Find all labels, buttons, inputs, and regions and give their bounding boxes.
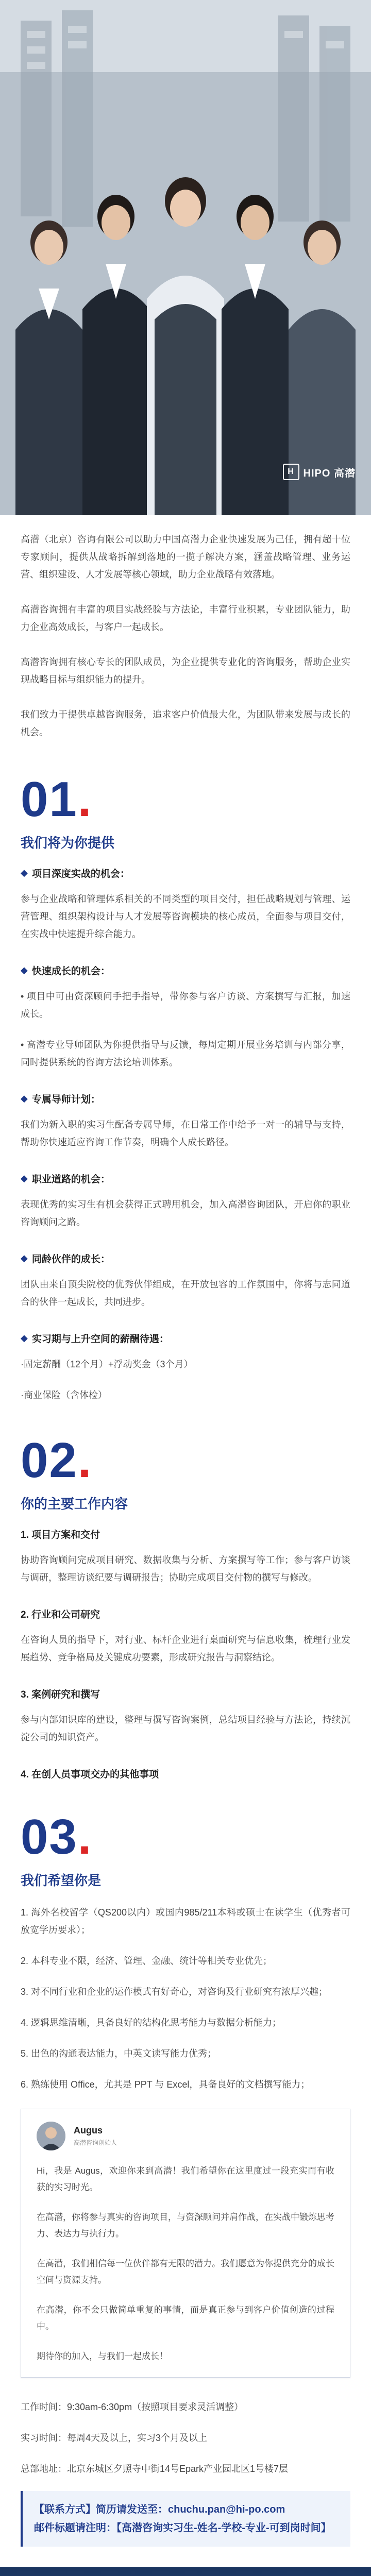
avatar <box>37 2122 65 2150</box>
founder-role: 高潜咨询创始人 <box>74 2139 117 2146</box>
hero-team-photo <box>0 0 371 515</box>
section-03-body <box>0 1889 371 2093</box>
founder-letter-paragraph: 期待你的加入，与我们一起成长！ <box>37 2351 168 2361</box>
intro-paragraph: 高潜（北京）咨询有限公司以助力中国高潜力企业快速发展为己任，拥有超十位专家顾问，提供从战略拆解到落地的一揽子解决方案，涵盖战略管理、业务运营、组织建设、人才发展等核心领域，助力企业战略有效落地。 <box>21 534 350 580</box>
responsibility-title: 4. 在创人员事项交办的其他事项 <box>21 1769 159 1780</box>
intro-paragraph: 高潜咨询拥有丰富的项目实战经验与方法论，丰富行业积累，专业团队能力，助力企业高效成长，与客户一起成长。 <box>21 604 350 632</box>
benefit-title: ◆ 快速成长的机会： <box>21 965 110 977</box>
requirement-item: 1. 海外名校留学（QS200以内）或国内985/211本科或硕士在读学生（优秀者可放宽学历要求）； <box>21 1907 350 1935</box>
responsibility-title: 3. 案例研究和撰写 <box>21 1689 100 1700</box>
responsibility-title: 2. 行业和公司研究 <box>21 1609 100 1620</box>
founder-letter-card <box>21 2109 350 2378</box>
avatar-icon <box>37 2122 65 2150</box>
benefit-title: ◆ 同龄伙伴的成长： <box>21 1253 110 1265</box>
work-time: 工作时间：9:30am-6:30pm（按照项目要求灵活调整） <box>21 2402 244 2412</box>
benefit-text: 团队由来自顶尖院校的优秀伙伴组成，在开放包容的工作氛围中，你将与志同道合的伙伴一起成长，共同进步。 <box>21 1279 350 1307</box>
responsibility-text: 参与内部知识库的建设，整理与撰写咨询案例，总结项目经验与方法论，持续沉淀公司的知识资产。 <box>21 1715 350 1742</box>
founder-letter-paragraph: Hi，我是 Augus，欢迎你来到高潜！我们希望你在这里度过一段充实而有收获的实习时光。 <box>37 2166 334 2192</box>
section-number: 02. <box>21 1433 93 1488</box>
benefit-text: 表现优秀的实习生有机会获得正式聘用机会，加入高潜咨询团队，开启你的职业咨询顾问之路。 <box>21 1199 350 1227</box>
benefit-title: ◆ 职业道路的机会： <box>21 1173 110 1185</box>
section-02-header <box>0 1425 371 1513</box>
founder-name: Augus <box>74 2125 103 2136</box>
contact-email-line[interactable]: 【联系方式】简历请发送至：chuchu.pan@hi-po.com <box>34 2504 285 2515</box>
requirement-item: 4. 逻辑思维清晰，具备良好的结构化思考能力与数据分析能力； <box>21 2018 282 2028</box>
benefit-title: ◆ 专属导师计划： <box>21 1093 100 1105</box>
diamond-icon: ◆ <box>21 965 28 975</box>
work-address: 总部地址：北京东城区夕照寺中街14号Epark产业园北区1号楼7层 <box>21 2464 289 2474</box>
section-01-body <box>0 852 371 1404</box>
responsibility-text: 协助咨询顾问完成项目研究、数据收集与分析、方案撰写等工作；参与客户访谈与调研，整理访谈纪要与调研报告；协助完成项目交付物的撰写与修改。 <box>21 1555 350 1583</box>
closing-banner <box>0 2567 371 2576</box>
section-number: 01. <box>21 772 93 827</box>
diamond-icon: ◆ <box>21 1173 28 1183</box>
compensation-line: ·固定薪酬（12个月）+浮动奖金（3个月） <box>21 1359 193 1369</box>
section-01-header <box>0 764 371 852</box>
diamond-icon: ◆ <box>21 1093 28 1104</box>
benefit-bullet: • 项目中可由资深顾问手把手指导，带你参与客户访谈、方案撰写与汇报，加速成长。 <box>21 988 350 1023</box>
founder-letter-paragraph: 在高潜，你不会只做简单重复的事情，而是真正参与到客户价值创造的过程中。 <box>37 2305 334 2331</box>
benefit-title: ◆ 项目深度实战的机会： <box>21 868 130 879</box>
work-duration: 实习时间：每周4天及以上，实习3个月及以上 <box>21 2433 208 2443</box>
intro-paragraph: 我们致力于提供卓越咨询服务，追求客户价值最大化，为团队带来发展与成长的机会。 <box>21 709 350 737</box>
section-subtitle: 我们希望你是 <box>21 1873 102 1888</box>
hipo-logo-text: HIPO 高潜 <box>303 467 356 479</box>
intro-section <box>0 515 371 764</box>
intro-paragraph: 高潜咨询拥有核心专长的团队成员，为企业提供专业化的咨询服务，帮助企业实现战略目标与组织能力的提升。 <box>21 657 350 685</box>
diamond-icon: ◆ <box>21 1333 28 1343</box>
founder-letter-paragraph: 在高潜，你将参与真实的咨询项目，与资深顾问并肩作战，在实战中锻炼思考力、表达力与执行力。 <box>37 2212 334 2239</box>
requirement-item: 5. 出色的沟通表达能力，中英文读写能力优秀； <box>21 2048 217 2059</box>
section-02-body <box>0 1513 371 1781</box>
founder-header <box>37 2122 334 2150</box>
hipo-logo-mark: H <box>283 464 299 480</box>
responsibility-text: 在咨询人员的指导下，对行业、标杆企业进行桌面研究与信息收集，梳理行业发展趋势、竞争格局及关键成功要素，形成研究报告与洞察结论。 <box>21 1635 350 1663</box>
hipo-logo <box>283 464 356 480</box>
benefit-text: 我们为新入职的实习生配备专属导师，在日常工作中给予一对一的辅导与支持，帮助你快速适应咨询工作节奏，明确个人成长路径。 <box>21 1120 350 1147</box>
benefit-bullet: • 高潜专业导师团队为你提供指导与反馈，每周定期开展业务培训与内部分享，同时提供系统的咨询方法论培训体系。 <box>21 1036 350 1071</box>
benefit-title: ◆ 实习期与上升空间的薪酬待遇： <box>21 1333 169 1345</box>
benefit-text: 参与企业战略和管理体系相关的不同类型的项目交付，担任战略规划与管理、运营管理、组织架构设计与人才发展等咨询模块的核心成员，全面参与项目交付，在实战中快速提升综合能力。 <box>21 894 350 939</box>
requirement-item: 3. 对不同行业和企业的运作模式有好奇心，对咨询及行业研究有浓厚兴趣； <box>21 1987 328 1997</box>
hero-banner <box>0 0 371 515</box>
section-subtitle: 你的主要工作内容 <box>21 1496 128 1512</box>
contact-subject-line: 邮件标题请注明：【高潜咨询实习生-姓名-学校-专业-可到岗时间】 <box>34 2522 331 2534</box>
founder-letter-paragraph: 在高潜，我们相信每一位伙伴都有无限的潜力。我们愿意为你提供充分的成长空间与资源支持。 <box>37 2259 334 2285</box>
section-number: 03. <box>21 1809 93 1865</box>
diamond-icon: ◆ <box>21 868 28 878</box>
requirement-item: 2. 本科专业不限，经济、管理、金融、统计等相关专业优先； <box>21 1956 273 1966</box>
responsibility-title: 1. 项目方案和交付 <box>21 1530 100 1540</box>
requirement-item: 6. 熟练使用 Office，尤其是 PPT 与 Excel，具备良好的文档撰写能力； <box>21 2079 310 2090</box>
diamond-icon: ◆ <box>21 1253 28 1263</box>
compensation-line: ·商业保险（含体检） <box>21 1390 107 1400</box>
section-03-header <box>0 1801 371 1889</box>
section-subtitle: 我们将为你提供 <box>21 835 115 851</box>
contact-banner <box>21 2491 350 2547</box>
